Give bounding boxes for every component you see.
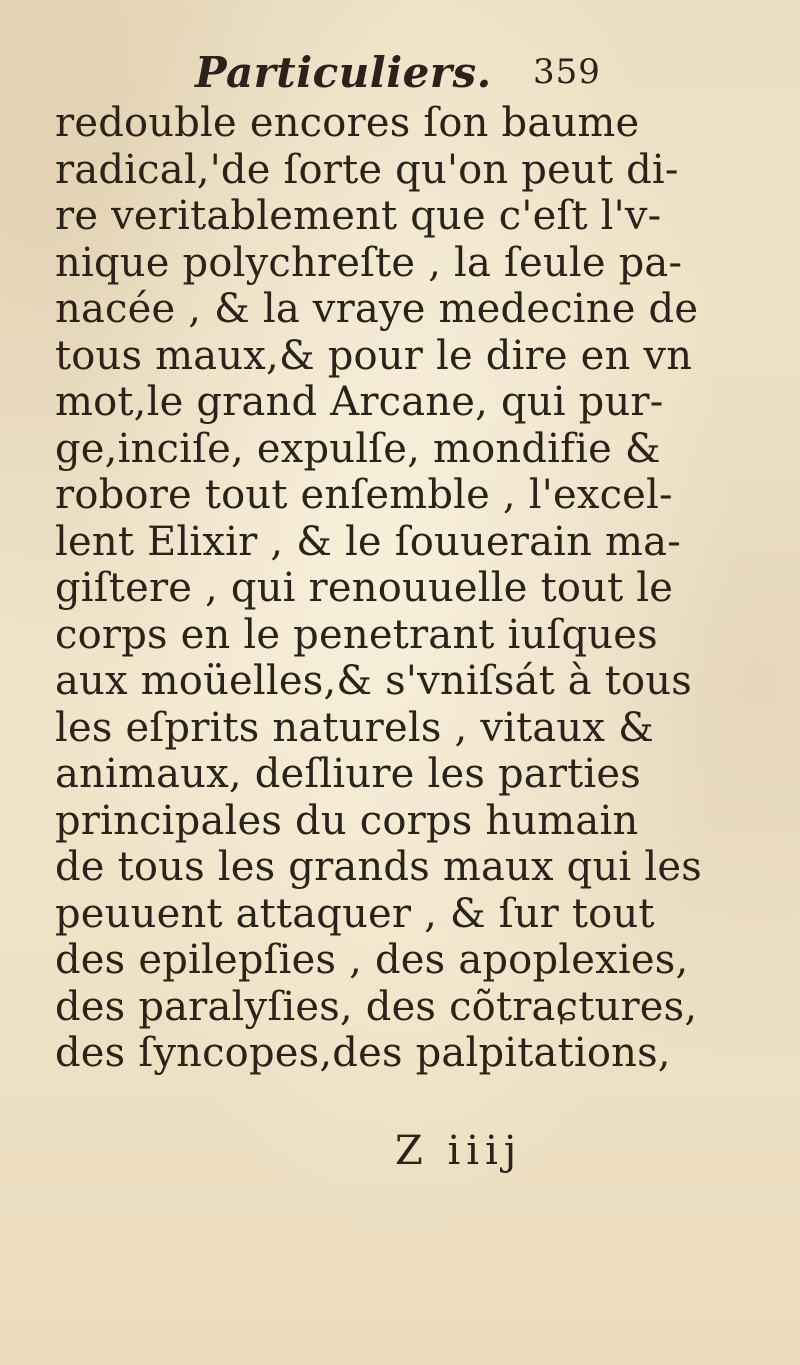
text-line: corps en le penetrant iuſques: [55, 611, 658, 658]
text-line: des epilepſies , des apoplexies,: [55, 937, 689, 983]
text-line: radical,'de ſorte qu'on peut di-: [55, 146, 679, 193]
text-line: mot,le grand Arcane, qui pur-: [55, 379, 664, 425]
text-line: tous maux,& pour le dire en vn: [55, 332, 693, 379]
signature-mark: Z iiij: [395, 1128, 523, 1174]
text-line: principales du corps humain: [55, 797, 639, 844]
text-line: peuuent attaquer , & ſur tout: [55, 890, 655, 937]
text-line: des paralyſies, des cõtraɕtures,: [55, 983, 698, 1030]
text-line: giſtere , qui renouuelle tout le: [55, 565, 674, 611]
text-line: nique polychreſte , la ſeule pa-: [55, 239, 683, 286]
text-line: lent Elixir , & le ſouuerain ma-: [55, 518, 681, 565]
text-line: ge,inciſe, expulſe, mondifie &: [55, 425, 661, 472]
page-number: 359: [533, 52, 601, 92]
text-line: aux moüelles,& s'vniſsát à tous: [55, 658, 693, 704]
text-line: animaux, deſliure les parties: [55, 751, 642, 797]
text-line: nacée , & la vraye medecine de: [55, 286, 699, 332]
text-line: re veritablement que c'eſt l'v-: [55, 193, 662, 239]
text-line: des ſyncopes,des palpitations,: [55, 1030, 671, 1076]
text-line: les eſprits naturels , vitaux &: [55, 704, 654, 751]
text-line: de tous les grands maux qui les: [55, 844, 702, 890]
text-line: robore tout enſemble , l'excel-: [55, 472, 673, 518]
text-line: redouble encores ſon baume: [55, 100, 640, 146]
page-header: [0, 44, 800, 104]
running-head: Particuliers.: [195, 48, 492, 97]
body-text: [55, 100, 702, 1077]
